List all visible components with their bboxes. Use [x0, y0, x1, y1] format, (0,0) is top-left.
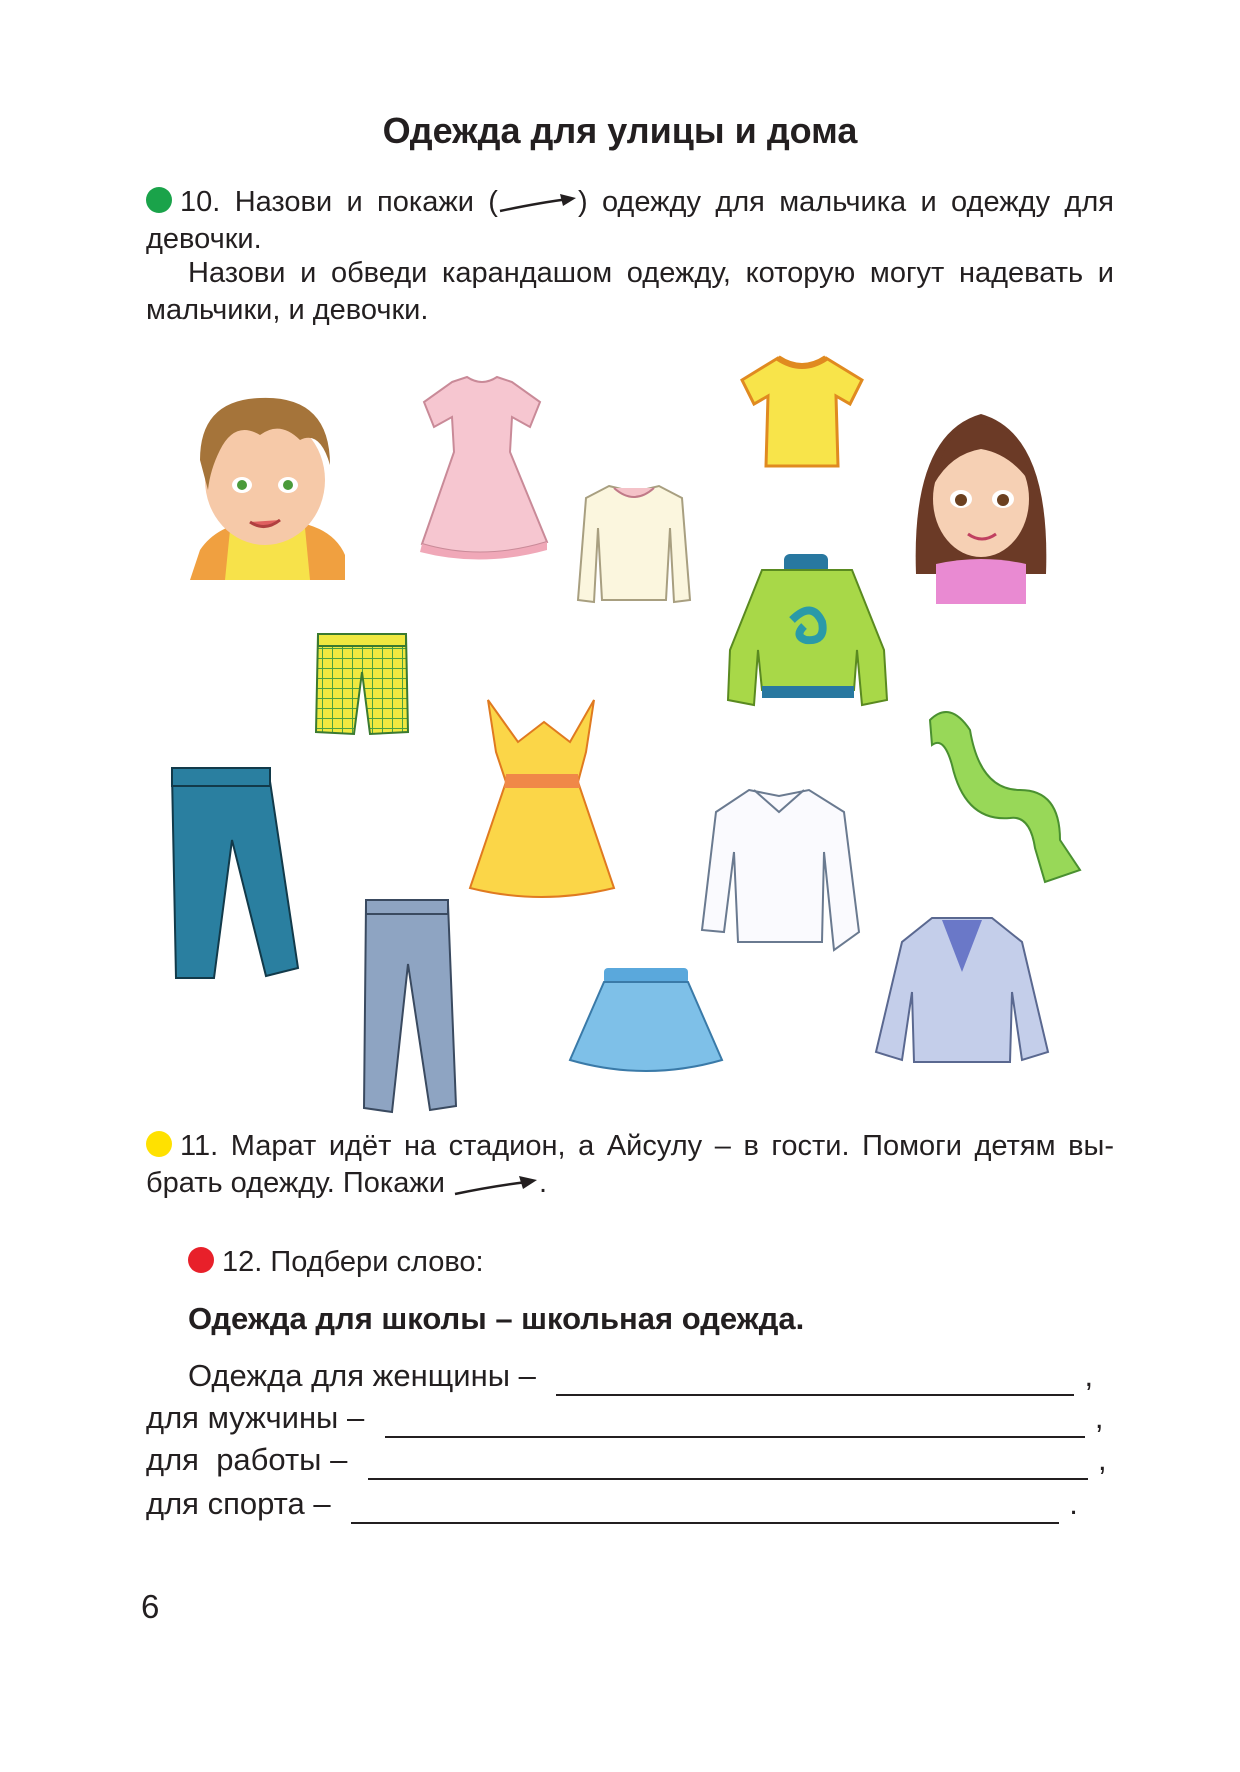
task-12-number: 12.	[222, 1246, 263, 1278]
fill-row-sport	[146, 1484, 1078, 1524]
task-11-line2	[146, 1165, 1114, 1202]
task-10-text-a: Назови и покажи (	[234, 186, 498, 218]
yellow-dot-icon	[146, 1131, 172, 1157]
fill-end: ,	[1097, 1442, 1107, 1477]
answer-blank[interactable]	[556, 1362, 1074, 1396]
answer-blank[interactable]	[368, 1446, 1088, 1480]
answer-blank[interactable]	[385, 1404, 1085, 1438]
cream-blouse	[574, 478, 694, 608]
checked-shorts	[312, 628, 412, 738]
green-sweater	[722, 550, 892, 715]
task-12-line	[188, 1244, 484, 1281]
task-11-text-a: Марат идёт на стадион, а Айсулу – в гости. Помоги детям вы-	[230, 1130, 1114, 1162]
fill-end: ,	[1084, 1358, 1094, 1393]
yellow-dress	[466, 692, 616, 902]
task-11-text-c: .	[539, 1167, 548, 1199]
fill-label: для работы –	[146, 1442, 356, 1477]
arrow-icon	[453, 1174, 539, 1198]
task-11-number: 11.	[180, 1130, 219, 1162]
fill-row-women	[188, 1356, 1093, 1396]
fill-label: Одежда для женщины –	[188, 1358, 545, 1393]
green-scarf	[910, 690, 1100, 890]
task-12-text: Подбери слово:	[270, 1246, 484, 1278]
task-11-text-b: брать одежду. Покажи	[146, 1167, 445, 1199]
fill-end: .	[1069, 1486, 1078, 1521]
grey-blazer	[872, 912, 1052, 1072]
arrow-icon	[498, 193, 578, 217]
yellow-tshirt	[738, 352, 866, 472]
red-dot-icon	[188, 1247, 214, 1273]
blue-skirt	[566, 964, 726, 1074]
blue-jeans	[158, 760, 308, 990]
task-10-para2: Назови и обведи карандашом одежду, которую могут надевать и мальчики, и девочки.	[146, 257, 1114, 326]
fill-label: для спорта –	[146, 1486, 340, 1521]
fill-end: ,	[1094, 1400, 1104, 1435]
fill-label: для мужчины –	[146, 1400, 373, 1435]
task-10-text-b: ) одежду для мальчика и одежду для	[577, 186, 1114, 218]
task-10-number: 10.	[180, 186, 221, 218]
girl-face	[906, 394, 1056, 604]
grey-trousers	[352, 894, 462, 1114]
task-11-line1	[146, 1128, 1114, 1165]
green-dot-icon	[146, 187, 172, 213]
fill-row-work	[146, 1440, 1107, 1480]
fill-row-men	[146, 1398, 1103, 1438]
task-10-line1	[146, 184, 1114, 221]
task-10-line2: девочки.	[146, 223, 262, 255]
boy-face	[180, 380, 350, 580]
pink-dress	[412, 372, 552, 562]
white-shirt	[694, 782, 864, 962]
page-number: 6	[141, 1588, 160, 1625]
page-title: Одежда для улицы и дома	[382, 110, 858, 151]
answer-blank[interactable]	[351, 1490, 1059, 1524]
task-12-example: Одежда для школы – школьная одежда.	[188, 1301, 805, 1336]
